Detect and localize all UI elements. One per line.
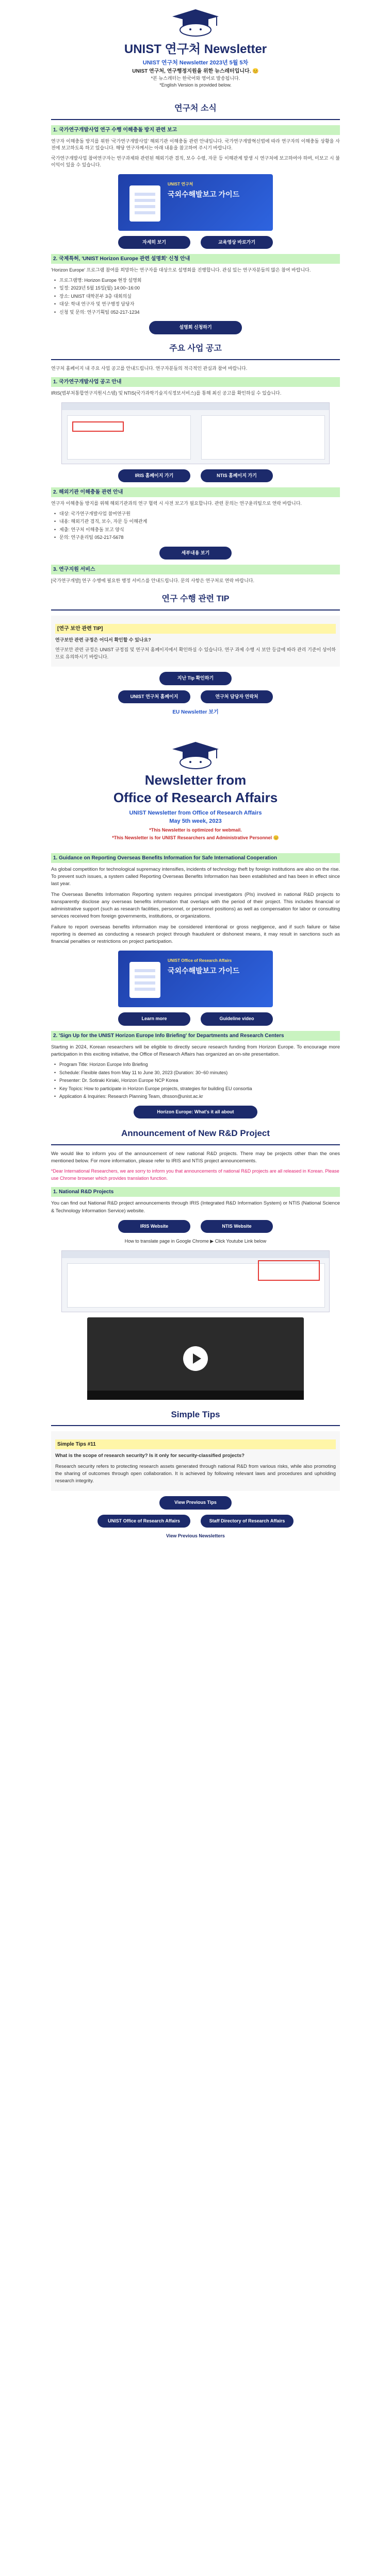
en-banner-sub: UNIST Office of Research Affairs (168, 958, 232, 963)
kr-item4-body: 연구자 이해충돌 방지를 위해 해외기관과의 연구 협력 시 사전 보고가 필요합니다. 관련 문의는 연구윤리팀으로 연락 바랍니다. (51, 501, 302, 506)
kr-staff-contact-button[interactable]: 연구처 담당자 연락처 (201, 690, 273, 704)
en-iris-button[interactable]: IRIS Website (118, 1220, 190, 1233)
en-item1-body: As global competition for technological supremacy intensifies, incidents of technology theft by foreign institutions are also on the rise. To prevent such issues, a system called Reporting Overseas Benefits Information has been established and has been in effect since last year. (51, 866, 340, 887)
kr-iris-button[interactable]: IRIS 홈페이지 가기 (118, 469, 190, 483)
spacer (0, 719, 391, 733)
en-tip-question: What is the scope of research security? Is it only for security-classified projects? (55, 1453, 245, 1459)
kr-item4-buttons (51, 547, 340, 560)
list-item: • Application & Inquiries: Research Planning Team, dhsson@unist.ac.kr (54, 1093, 340, 1100)
kr-announcement-screenshot (61, 402, 330, 464)
panel (201, 415, 325, 460)
kr-guide-banner (118, 174, 273, 231)
en-item3-buttons (51, 1220, 340, 1233)
en-date: May 5th week, 2023 (169, 818, 222, 825)
en-prev-tips-button[interactable]: View Previous Tips (159, 1496, 232, 1510)
korean-newsletter (51, 0, 340, 716)
en-title-line-2: Office of Research Affairs (113, 789, 278, 805)
divider (51, 359, 340, 360)
window-bar (62, 1251, 329, 1258)
en-title-line-1: Newsletter from (144, 772, 247, 788)
en-item1-heading: 1. Guidance on Reporting Overseas Benefits Information for Safe International Cooperation (51, 853, 340, 863)
kr-subtitle: UNIST 연구처, 연구행정지원을 위한 뉴스레터입니다. 😊 (132, 68, 259, 74)
kr-ntis-button[interactable]: NTIS 홈페이지 가기 (201, 469, 273, 483)
kr-section-tip-title: 연구 수행 관련 TIP (161, 594, 230, 603)
list-item: • Program Title: Horizon Europe Info Briefing (54, 1061, 340, 1069)
list-item: • 내용: 해외기관 겸직, 보수, 자문 등 이해관계 (54, 518, 340, 526)
kr-item1-buttons (51, 236, 340, 249)
kr-tip-buttons (51, 672, 340, 685)
kr-issue: UNIST 연구처 Newsletter 2023년 5월 5차 (142, 60, 249, 66)
en-section-projects-body: We would like to inform you of the announcement of new national R&D projects. There may be projects other than the ones mentioned below. For more information, please refer to IRIS and NTIS project announcements. (51, 1150, 340, 1164)
kr-footer-buttons (51, 690, 340, 704)
kr-tip-box (51, 616, 340, 667)
kr-item4-heading: 2. 해외기관 이해충돌 관련 안내 (51, 487, 340, 497)
kr-item2-heading: 2. 국제특허, 'UNIST Horizon Europe 관련 설명회' 신청 안내 (51, 254, 340, 264)
kr-item4-list (54, 511, 340, 541)
kr-item5-heading: 3. 연구지원 서비스 (51, 565, 340, 574)
video-controls (87, 1391, 304, 1400)
en-office-homepage-button[interactable]: UNIST Office of Research Affairs (97, 1515, 190, 1528)
kr-detail-button[interactable]: 세부내용 보기 (159, 547, 232, 560)
kr-prev-tips-button[interactable]: 지난 Tip 확인하기 (159, 672, 232, 685)
divider (51, 1144, 340, 1145)
list-item: • 제출: 연구처 이해충돌 보고 양식 (54, 527, 340, 534)
kr-section-projects-title: 주요 사업 공고 (169, 344, 222, 353)
en-learn-more-button[interactable]: Learn more (118, 1012, 190, 1026)
kr-item2-list (54, 277, 340, 316)
kr-item5-body: [국가연구개발] 연구 수행에 필요한 행정 서비스를 안내드립니다. 문의 사항은 연구처로 연락 바랍니다. (51, 578, 254, 583)
en-translation-note: *Dear International Researchers, we are sorry to inform you that announcements of national R&D projects are all released in Korean. Please use Chrome browser which provides translation function. (51, 1168, 339, 1181)
en-guide-banner (118, 951, 273, 1007)
kr-item3-heading: 1. 국가연구개발사업 공고 안내 (51, 377, 340, 387)
divider (51, 1425, 340, 1426)
divider (51, 119, 340, 120)
en-tip-box (51, 1431, 340, 1491)
en-masthead (51, 733, 340, 848)
en-youtube-video[interactable] (87, 1317, 304, 1400)
en-note-2: *This Newsletter is for UNIST Researchers and Administrative Personnel 😊 (112, 835, 279, 841)
kr-item1-body-2: 국가연구개발사업 참여연구자는 연구과제와 관련된 해외기관 겸직, 보수 수령, 자문 등 이해관계 발생 시 연구처에 보고하여야 하며, 미보고 시 불이익이 있을 수 있습니다. (51, 155, 340, 167)
en-item2-list (54, 1061, 340, 1100)
en-chrome-translate-screenshot (61, 1250, 330, 1312)
kr-note-2: *English Version is provided below. (159, 82, 232, 88)
kr-tip-heading: [연구 보안 관련 TIP] (55, 624, 336, 634)
graduation-mascot-icon (167, 7, 224, 38)
divider (51, 609, 340, 611)
en-previous-newsletters-link[interactable]: View Previous Newsletters (166, 1533, 225, 1539)
kr-tip-question: 연구보안 관련 규정은 어디서 확인할 수 있나요? (55, 637, 151, 642)
en-horizon-europe-button[interactable]: Horizon Europe: What's it all about (134, 1106, 257, 1119)
kr-note-1: *본 뉴스레터는 한국어와 영어로 발송됩니다. (151, 75, 240, 81)
en-item1-body-3: Failure to report overseas benefits information may be considered intentional or gross negligence, and if such failure or false reporting is deemed as conducting a research project through fraudulent or dishonest means, it may result in sanctions such as financial penalties or restrictions on project participation. (51, 924, 340, 945)
en-tip-heading: Simple Tips #11 (55, 1439, 336, 1449)
list-item: • 장소: UNIST 대학본부 3층 대회의실 (54, 293, 340, 300)
en-note-1: *This Newsletter is optimized for webmail. (149, 827, 242, 833)
kr-item1-heading: 1. 국가연구개발사업 연구 수행 이해충돌 방지 관련 보고 (51, 125, 340, 135)
kr-section-projects-body: 연구처 홈페이지 내 주요 사업 공고를 안내드립니다. 연구자분들의 적극적인 관심과 참여 바랍니다. (51, 365, 248, 371)
graduation-mascot-icon (167, 740, 224, 771)
kr-banner-sub: UNIST 연구처 (168, 181, 193, 187)
kr-guide-video-button[interactable]: 교육영상 바로가기 (201, 236, 273, 249)
list-item: • 일정: 2023년 5월 15일(월) 14:00~16:00 (54, 285, 340, 292)
en-footer-buttons (51, 1515, 340, 1528)
list-item: • 프로그램명: Horizon Europe 현장 설명회 (54, 277, 340, 284)
en-item3-heading: 1. National R&D Projects (51, 1187, 340, 1197)
en-item1-buttons (51, 1012, 340, 1026)
kr-banner-title: 국외수해발보고 가이드 (168, 190, 240, 198)
spacer (51, 1540, 340, 1550)
kr-learn-more-button[interactable]: 자세히 보기 (118, 236, 190, 249)
kr-item3-body: IRIS(범부처통합연구지원시스템) 및 NTIS(국가과학기술지식정보서비스)를 통해 최신 공고를 확인하실 수 있습니다. (51, 391, 282, 396)
en-guide-video-button[interactable]: Guideline video (201, 1012, 273, 1026)
kr-section-news-title: 연구처 소식 (174, 104, 217, 113)
list-item: • Schedule: Flexible dates from May 11 to June 30, 2023 (Duration: 30~60 minutes) (54, 1070, 340, 1077)
en-item2-body: Starting in 2024, Korean researchers will be eligible to directly secure research funding from Horizon Europe. To encourage more participation in this exciting initiative, the Office of Research Affairs has organized an on-site presentation. (51, 1044, 340, 1058)
en-ntis-button[interactable]: NTIS Website (201, 1220, 273, 1233)
list-item: • Key Topics: How to participate in Horizon Europe projects, strategies for building EU consortia (54, 1086, 340, 1093)
kr-tip-answer: 연구보안 관련 규정은 UNIST 규정집 및 연구처 홈페이지에서 확인하실 수 있습니다. 연구 과제 수행 시 보안 등급에 따라 관리 기준이 상이하므로 유의하시기 바랍니다. (55, 647, 336, 659)
en-staff-directory-button[interactable]: Staff Directory of Research Affairs (201, 1515, 294, 1528)
en-section-projects-title: Announcement of New R&D Project (121, 1128, 270, 1139)
en-item3-body: You can find out National R&D project announcements through IRIS (Integrated R&D Information System) or NTIS (National Science & Technology Information Service) website. (51, 1200, 340, 1214)
en-issue: UNIST Newsletter from Office of Research Affairs (129, 809, 262, 816)
kr-eu-newsletter-link[interactable]: EU Newsletter 보기 (172, 709, 219, 715)
kr-item2-body: 'Horizon Europe' 프로그램 참여를 희망하는 연구자를 대상으로 설명회를 진행합니다. 관심 있는 연구자분들의 많은 참여 바랍니다. (51, 267, 311, 273)
highlight-box (258, 1260, 320, 1281)
list-item: • 신청 및 문의: 연구기획팀 052-217-1234 (54, 309, 340, 316)
window-bar (62, 403, 329, 410)
en-translate-caption: How to translate page in Google Chrome ▶ Click Youtube Link below (124, 1239, 267, 1244)
kr-office-homepage-button[interactable]: UNIST 연구처 홈페이지 (118, 690, 190, 704)
en-banner-title: 국외수해발보고 가이드 (168, 967, 240, 975)
en-item2-heading: 2. 'Sign Up for the UNIST Horizon Europe Info Briefing' for Departments and Research Centers (51, 1031, 340, 1041)
document-icon (129, 185, 160, 222)
highlight-box (72, 421, 124, 432)
kr-item2-buttons (51, 321, 340, 334)
list-item: • Presenter: Dr. Sotiraki Kiriaki, Horizon Europe NCP Korea (54, 1077, 340, 1084)
kr-apply-button[interactable]: 설명회 신청하기 (149, 321, 242, 334)
en-tip-buttons (51, 1496, 340, 1510)
en-tip-answer: Research security refers to protecting research assets generated through national R&D from various risks, while also promoting the sharing of outcomes through open collaboration. It is achieved by following relevant laws and procedures and upholding research integrity. (55, 1463, 336, 1484)
document-icon (129, 962, 160, 998)
en-item2-buttons (51, 1106, 340, 1119)
list-item: • 문의: 연구윤리팀 052-217-5678 (54, 534, 340, 541)
kr-masthead (51, 0, 340, 94)
kr-item3-buttons (51, 469, 340, 483)
en-section-tips-title: Simple Tips (171, 1409, 220, 1419)
kr-item1-body: 연구자 이해충돌 방지를 위한 '국가연구개발사업' 해외기관 이해충돌 관련 안내입니다. 국가연구개발혁신법에 따라 연구자의 이해충돌 상황을 사전에 보고하도록 하고 있습니다. 해당 연구자께서는 아래 내용을 참고하여 주시기 바랍니다. (51, 138, 340, 150)
list-item: • 대상: 학내 연구자 및 연구행정 담당자 (54, 301, 340, 308)
english-newsletter (51, 733, 340, 1550)
kr-title: UNIST 연구처 Newsletter (124, 42, 267, 56)
en-item1-body-2: The Overseas Benefits Information Reporting system requires principal investigators (PIs) involved in national R&D projects to transparently disclose any overseas benefits information that overlaps with the period of their project. This includes financial or administrative support (such as research facilities, personnel, or personnel positions) as well as compensation for labor or consulting services received from foreign governments, institutions, or organizations. (51, 891, 340, 920)
list-item: • 대상: 국가연구개발사업 참여연구원 (54, 511, 340, 518)
play-icon[interactable] (183, 1346, 208, 1371)
